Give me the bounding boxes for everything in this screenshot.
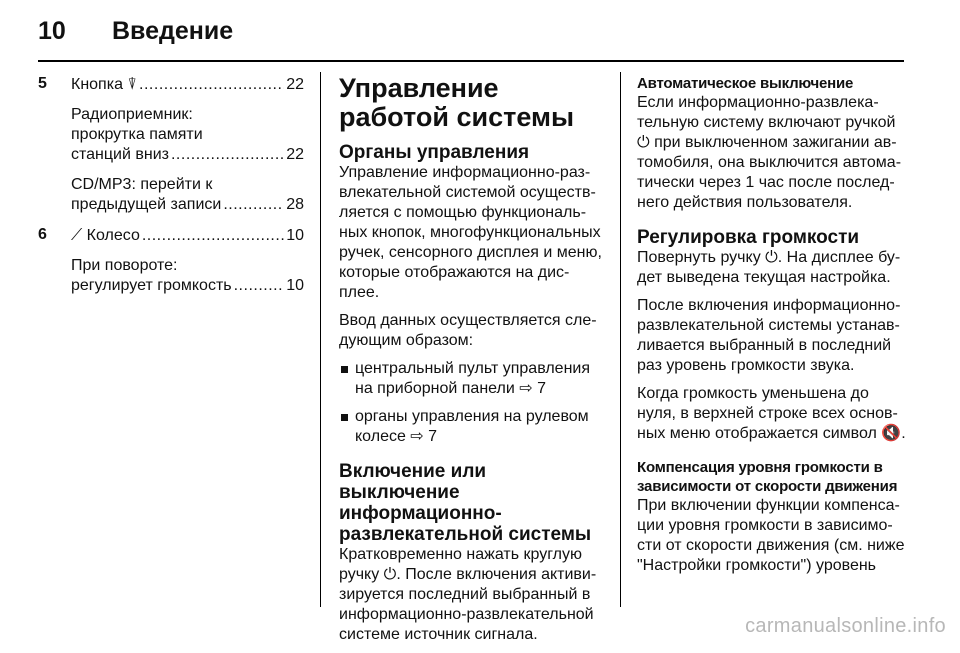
legend-line	[71, 225, 304, 246]
paragraph: Ввод данных осуществляется сле-дующим образом:	[339, 312, 597, 349]
legend-line: При повороте:	[71, 257, 178, 274]
legend-entry	[38, 256, 304, 296]
subsection-title: Автоматическое выключение	[637, 75, 854, 92]
paragraph: Когда громкость уменьшена до нуля, в верхней строке всех основ-ных меню отображается символ 🔇.	[637, 385, 906, 442]
legend-label: Колесо	[86, 227, 140, 244]
legend-entry	[38, 105, 304, 165]
legend-label: Кнопка	[71, 76, 123, 93]
subsection-title: Включение или выключение информационно-развлекательной системы	[339, 461, 592, 545]
page-reference: 22	[286, 76, 304, 93]
legend-line: станций вниз ..... 22	[71, 145, 304, 165]
list-item: органы управления на рулевом колесе ⇨ 7	[339, 407, 607, 447]
section-title: Управление работой системы	[339, 73, 575, 132]
page-reference: 28	[286, 196, 304, 213]
paragraph: Кратковременно нажать круглую ручку ⏻. После включения активи-зируется последний выбранный в информационно-развлекательной системе источник сигнала.	[339, 546, 597, 643]
right-column	[637, 74, 907, 584]
column-divider	[320, 72, 321, 607]
bullet-icon	[341, 366, 348, 373]
page-number: 10	[38, 17, 66, 45]
subsection-title: Регулировка громкости	[637, 227, 860, 248]
page-title: Введение	[112, 17, 234, 45]
paragraph: После включения информационно-развлекательной системы устанав-ливается выбранный в последний раз уровень громкости звука.	[637, 297, 901, 374]
legend-number: 6	[38, 226, 47, 243]
legend-line: Радиоприемник:	[71, 106, 193, 123]
page-reference: 22	[286, 146, 304, 163]
legend-line: прокрутка памяти	[71, 126, 203, 143]
legend-entry	[38, 175, 304, 215]
main-column	[339, 74, 607, 653]
legend-entry	[38, 74, 304, 95]
legend-line	[71, 74, 304, 95]
paragraph: Повернуть ручку ⏻. На дисплее бу-дет выведена текущая настройка.	[637, 249, 901, 286]
subsection-title: Органы управления	[339, 142, 530, 163]
legend-number: 5	[38, 75, 47, 92]
seek-down-icon: ⍒	[127, 74, 138, 93]
wheel-icon: ⟋	[71, 225, 83, 244]
page-reference: 10	[286, 227, 304, 244]
subsection-title: Компенсация уровня громкости в зависимости от скорости движения	[637, 459, 898, 495]
legend-entry	[38, 225, 304, 246]
legend-line: предыдущей записи ..... 28	[71, 195, 304, 215]
bullet-icon	[341, 414, 348, 421]
legend-line: CD/MP3: перейти к	[71, 176, 213, 193]
legend-column	[38, 74, 304, 306]
paragraph: Если информационно-развлека-тельную систему включают ручкой ⏻ при выключенном зажигании ав-томобиля, она выключится автома-тически через 1 час после послед-него действия пользователя.	[637, 94, 902, 211]
page-header	[38, 17, 233, 46]
page-reference: 10	[286, 277, 304, 294]
paragraph: Управление информационно-раз-влекательной системой осуществ-ляется с помощью функциональ-ных кнопок, многофункциональных ручек, сенсорного дисплея и меню, которые отображаются на дис-плее.	[339, 164, 602, 301]
watermark: carmanualsonline.info	[745, 615, 946, 637]
legend-line: регулирует громкость ..... 10	[71, 276, 304, 296]
column-divider	[620, 72, 621, 607]
paragraph: При включении функции компенса-ции уровня громкости в зависимо-сти от скорости движения (см. ниже "Настройки громкости") уровень	[637, 497, 905, 574]
header-rule	[38, 60, 904, 62]
list-item: центральный пульт управления на приборной панели ⇨ 7	[339, 359, 607, 399]
